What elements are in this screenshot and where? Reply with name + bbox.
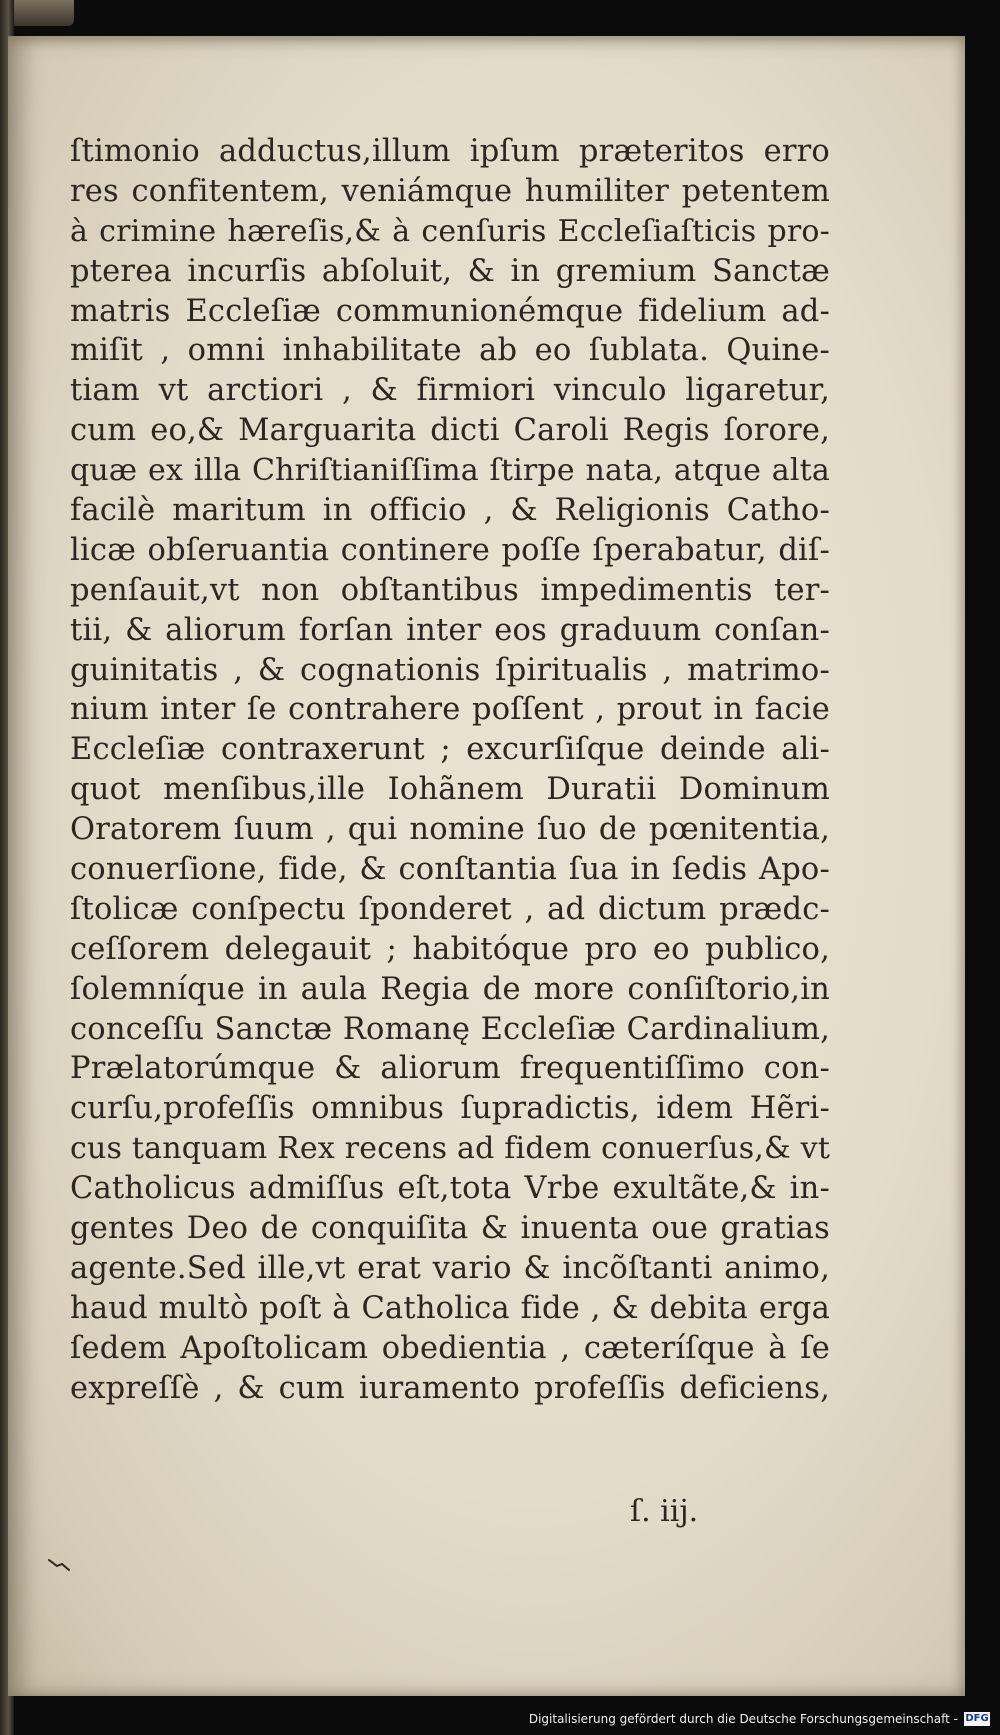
text-line: quæ ex illa Chriſtianiſſima ſtirpe nata, atque alta	[70, 453, 830, 489]
text-line: pterea incurſis abſoluit, & in gremium Sanctæ	[70, 253, 830, 289]
text-line: tii, & aliorum forſan inter eos graduum conſan-	[70, 612, 830, 648]
text-line: licæ obſeruantia continere poſſe ſperabatur, diſ-	[70, 532, 830, 568]
text-line: Oratorem ſuum , qui nomine ſuo de pœnitentia,	[70, 812, 830, 848]
text-line: Catholicus admiſſus eſt,tota Vrbe exultãte,& in-	[70, 1171, 830, 1207]
text-line: Eccleſiæ contraxerunt ; excurſiſque deinde ali-	[70, 732, 830, 768]
signature-mark: ſ. iij.	[630, 1494, 699, 1529]
text-line: Prælatorúmque & aliorum frequentiſſimo con-	[70, 1051, 830, 1087]
text-line: ſolemníque in aula Regia de more conſiſtorio,in	[70, 971, 830, 1007]
text-line: à crimine hæreſis,& à cenſuris Eccleſiaſticis pro-	[70, 213, 830, 249]
text-line: facilè maritum in officio , & Religionis Catho-	[70, 493, 830, 529]
text-line: curſu,profeſſis omnibus ſupradictis, idem Hẽri-	[70, 1091, 830, 1127]
text-line: quot menſibus,ille Iohãnem Duratii Dominum	[70, 772, 830, 808]
text-line: ſtolicæ conſpectu ſponderet , ad dictum prædc-	[70, 891, 830, 927]
text-line: agente.Sed ille,vt erat vario & incõſtanti animo,	[70, 1250, 830, 1286]
body-text	[70, 132, 830, 1409]
book-page	[8, 36, 965, 1696]
text-line: conuerſione, fide, & conſtantia ſua in ſedis Apo-	[70, 852, 830, 888]
text-line: res confitentem, veniámque humiliter petentem	[70, 173, 830, 209]
binding-edge	[14, 0, 74, 26]
footer-text: Digitalisierung gefördert durch die Deutsche Forschungsgemeinschaft -	[528, 1712, 958, 1726]
text-line: penſauit,vt non obſtantibus impedimentis ter-	[70, 572, 830, 608]
text-line: gentes Deo de conquiſita & inuenta oue gratias	[70, 1211, 830, 1247]
text-line: cus tanquam Rex recens ad fidem conuerſus,& vt	[70, 1131, 830, 1167]
text-line: ſtimonio adductus,illum ipſum præteritos erro	[70, 134, 830, 169]
footer-credit	[529, 1709, 990, 1729]
dfg-logo: DFG	[965, 1713, 989, 1724]
text-line: tiam vt arctiori , & firmiori vinculo ligaretur,	[70, 373, 830, 409]
text-line: cum eo,& Marguarita dicti Caroli Regis ſorore,	[70, 413, 830, 449]
text-line: nium inter ſe contrahere poſſent , prout in facie	[70, 692, 830, 728]
text-line: guinitatis , & cognationis ſpiritualis , matrimo-	[70, 652, 830, 688]
text-line: ceſſorem delegauit ; habitóque pro eo publico,	[70, 931, 830, 967]
text-line: miſit , omni inhabilitate ab eo ſublata. Quine-	[70, 333, 830, 369]
pen-mark-icon	[48, 1558, 70, 1572]
text-line: ſedem Apoſtolicam obedientia , cæteríſque à ſe	[70, 1330, 830, 1366]
text-line: expreſſè , & cum iuramento profeſſis deficiens,	[70, 1370, 830, 1406]
text-line: haud multò poſt à Catholica fide , & debita erga	[70, 1290, 830, 1326]
text-line: conceſſu Sanctæ Romanę Eccleſiæ Cardinalium,	[70, 1011, 830, 1047]
text-line: matris Eccleſiæ communionémque fidelium ad-	[70, 293, 830, 329]
